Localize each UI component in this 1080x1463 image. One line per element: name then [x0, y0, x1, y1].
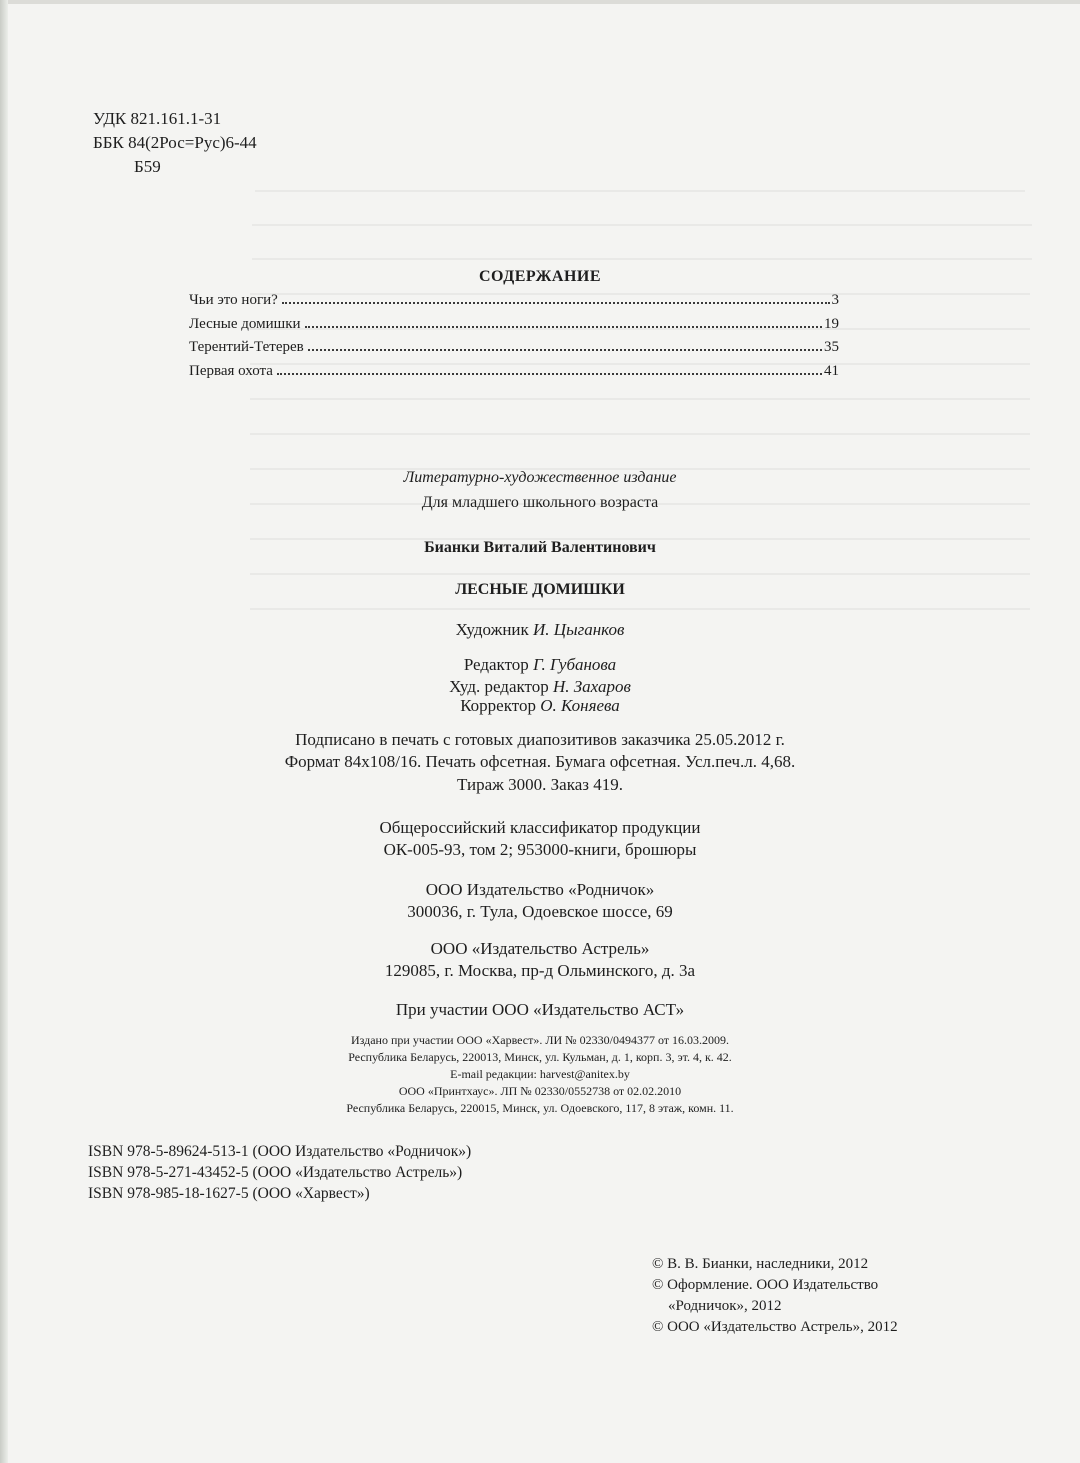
classifier-line-2: ОК-005-93, том 2; 953000-книги, брошюры: [383, 840, 697, 859]
bbk-code: ББК 84(2Рос=Рус)6-44: [93, 133, 257, 152]
fine-print-line: E-mail редакции: harvest@anitex.by: [450, 1067, 630, 1081]
copyright-line: © В. В. Бианки, наследники, 2012: [652, 1256, 869, 1272]
publisher-rodnichok-address: 300036, г. Тула, Одоевское шоссе, 69: [407, 902, 673, 921]
corrector-name: О. Коняева: [540, 696, 620, 715]
toc-leader-dots: [308, 349, 822, 351]
book-title: ЛЕСНЫЕ ДОМИШКИ: [455, 581, 625, 598]
artist-label: Художник: [455, 620, 529, 639]
toc-item: [189, 316, 839, 340]
copyright-line: © ООО «Издательство Астрель», 2012: [652, 1319, 898, 1335]
corrector-label: Корректор: [460, 696, 536, 715]
toc-item-title: Терентий-Тетерев: [189, 339, 304, 355]
print-format-line: Формат 84х108/16. Печать офсетная. Бумага офсетная. Усл.печ.л. 4,68.: [284, 752, 796, 771]
fine-print-line: ООО «Принтхаус». ЛП № 02330/0552738 от 02.02.2010: [398, 1084, 682, 1098]
artist-name: И. Цыганков: [533, 620, 625, 639]
isbn-block: [88, 1141, 471, 1204]
toc-leader-dots: [277, 373, 822, 375]
toc-item-title: Чьи это ноги?: [189, 292, 278, 308]
publisher-ast: При участии ООО «Издательство АСТ»: [395, 1000, 685, 1019]
print-signed-line: Подписано в печать с готовых диапозитивов заказчика 25.05.2012 г.: [295, 730, 785, 749]
udk-code: УДК 821.161.1-31: [93, 109, 222, 128]
toc-leader-dots: [282, 302, 830, 304]
publisher-rodnichok-name: ООО Издательство «Родничок»: [425, 880, 655, 899]
toc-item: [189, 363, 839, 387]
author-mark: Б59: [134, 157, 161, 176]
publisher-astrel-address: 129085, г. Москва, пр-д Ольминского, д. 3а: [384, 961, 696, 980]
corrector-credit: [0, 696, 1080, 716]
toc-item-title: Первая охота: [189, 362, 273, 379]
toc-title: СОДЕРЖАНИЕ: [478, 268, 602, 285]
toc-item: [189, 292, 839, 316]
classification-codes: [93, 107, 257, 179]
toc-item-page: 35: [824, 339, 839, 355]
fine-print-line: Республика Беларусь, 220013, Минск, ул. Кульман, д. 1, корп. 3, эт. 4, к. 42.: [348, 1050, 732, 1064]
isbn-line: ISBN 978-5-271-43452-5 (ООО «Издательство Астрель»): [88, 1164, 463, 1181]
copyright-line: © Оформление. ООО Издательство: [652, 1277, 879, 1293]
edition-type: Литературно-художественное издание: [403, 469, 677, 486]
publisher-astrel-name: ООО «Издательство Астрель»: [430, 939, 650, 958]
art-editor-name: Н. Захаров: [552, 677, 631, 696]
toc-leader-dots: [305, 326, 822, 328]
classifier-line-1: Общероссийский классификатор продукции: [379, 818, 701, 837]
author-name: Бианки Виталий Валентинович: [424, 539, 656, 556]
edition-audience: Для младшего школьного возраста: [421, 494, 659, 511]
art-editor-credit: [0, 677, 1080, 697]
table-of-contents: [189, 292, 839, 386]
artist-credit: [0, 620, 1080, 640]
page-edge-top: [0, 0, 1080, 4]
toc-item-page: 41: [824, 362, 839, 379]
toc-item-title: Лесные домишки: [189, 315, 301, 332]
toc-item: [189, 339, 839, 363]
print-run-line: Тираж 3000. Заказ 419.: [457, 775, 623, 794]
editor-credit: [0, 655, 1080, 675]
fine-print-line: Издано при участии ООО «Харвест». ЛИ № 02330/0494377 от 16.03.2009.: [350, 1033, 730, 1047]
isbn-line: ISBN 978-985-18-1627-5 (ООО «Харвест»): [88, 1185, 370, 1202]
isbn-line: ISBN 978-5-89624-513-1 (ООО Издательство «Родничок»): [88, 1143, 472, 1160]
fine-print-line: Республика Беларусь, 220015, Минск, ул. Одоевского, 117, 8 этаж, комн. 11.: [346, 1101, 734, 1115]
editor-label: Редактор: [463, 655, 529, 674]
art-editor-label: Худ. редактор: [449, 677, 549, 696]
toc-item-page: 19: [824, 315, 839, 332]
copyright-block: [652, 1254, 898, 1338]
copyright-line: «Родничок», 2012: [668, 1298, 782, 1314]
toc-item-page: 3: [831, 292, 839, 308]
editor-name: Г. Губанова: [533, 655, 617, 674]
